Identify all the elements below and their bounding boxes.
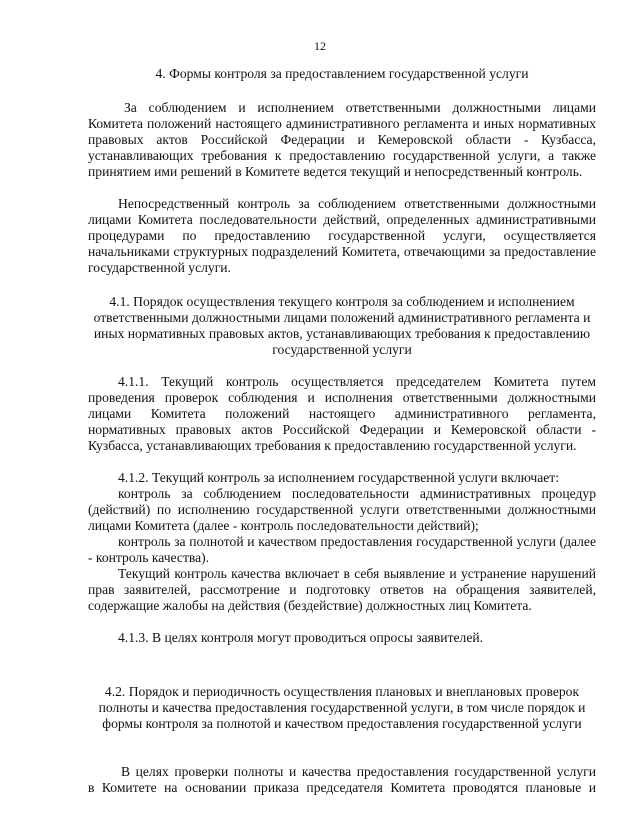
- paragraph-4-2-line-1: В целях проверки полноты и качества предоставления государственной услуги: [121, 764, 596, 779]
- paragraph-4-2-line-2: в Комитете на основании приказа председателя Комитета проводятся плановые и: [88, 780, 596, 795]
- paragraph-intro: За соблюдением и исполнением ответственными должностными лицами Комитета положений настоящего административного регламента и иных нормативных правовых актов Российской Федерации и Кемеровской области - Кузбасса, устанавливающих требования к предоставлению государственной услуги, а также принятием ими решений в Комитете ведется текущий и непосредственный контроль.: [88, 100, 596, 179]
- paragraph-quality-control: Текущий контроль качества включает в себя выявление и устранение нарушений прав заявителей, рассмотрение и подготовку ответов на обращения заявителей, содержащие жалобы на действия (бездействие) должностных лиц Комитета.: [88, 566, 596, 613]
- section-4-1-heading: 4.1. Порядок осуществления текущего контроля за соблюдением и исполнением ответственными должностными лицами положений административного регламента и иных нормативных правовых актов, устанавливающих требования к предоставлению государственной услуги: [93, 294, 591, 357]
- page-number: 12: [314, 39, 326, 53]
- paragraph-4-1-2-item-quality: контроль за полнотой и качеством предоставления государственной услуги (далее - контроль качества).: [88, 534, 596, 565]
- paragraph-4-1-1: 4.1.1. Текущий контроль осуществляется председателем Комитета путем проведения проверок соблюдения и исполнения ответственными должностными лицами Комитета положений настоящего административного регламента, нормативных правовых актов Российской Федерации и Кемеровской области - Кузбасса, устанавливающих требования к предоставлению государственной услуги.: [88, 374, 596, 453]
- section-4-heading: 4. Формы контроля за предоставлением государственной услуги: [155, 66, 529, 81]
- paragraph-direct-control: Непосредственный контроль за соблюдением ответственными должностными лицами Комитета последовательности действий, определенных административными процедурами по предоставлению государственной услуги, осуществляется начальниками структурных подразделений Комитета, отвечающими за предоставление государственной услуги.: [88, 196, 596, 275]
- section-4-2-heading: 4.2. Порядок и периодичность осуществления плановых и внеплановых проверок полноты и качества предоставления государственной услуги, в том числе порядок и формы контроля за полнотой и качеством предоставления государственной услуги: [98, 684, 586, 731]
- paragraph-4-1-2-item-sequence: контроль за соблюдением последовательности административных процедур (действий) по исполнению государственной услуги ответственными должностными лицами Комитета (далее - контроль последовательности действий);: [88, 486, 596, 533]
- paragraph-4-1-2: 4.1.2. Текущий контроль за исполнением государственной услуги включает:: [118, 470, 559, 485]
- paragraph-4-1-3: 4.1.3. В целях контроля могут проводиться опросы заявителей.: [118, 630, 484, 645]
